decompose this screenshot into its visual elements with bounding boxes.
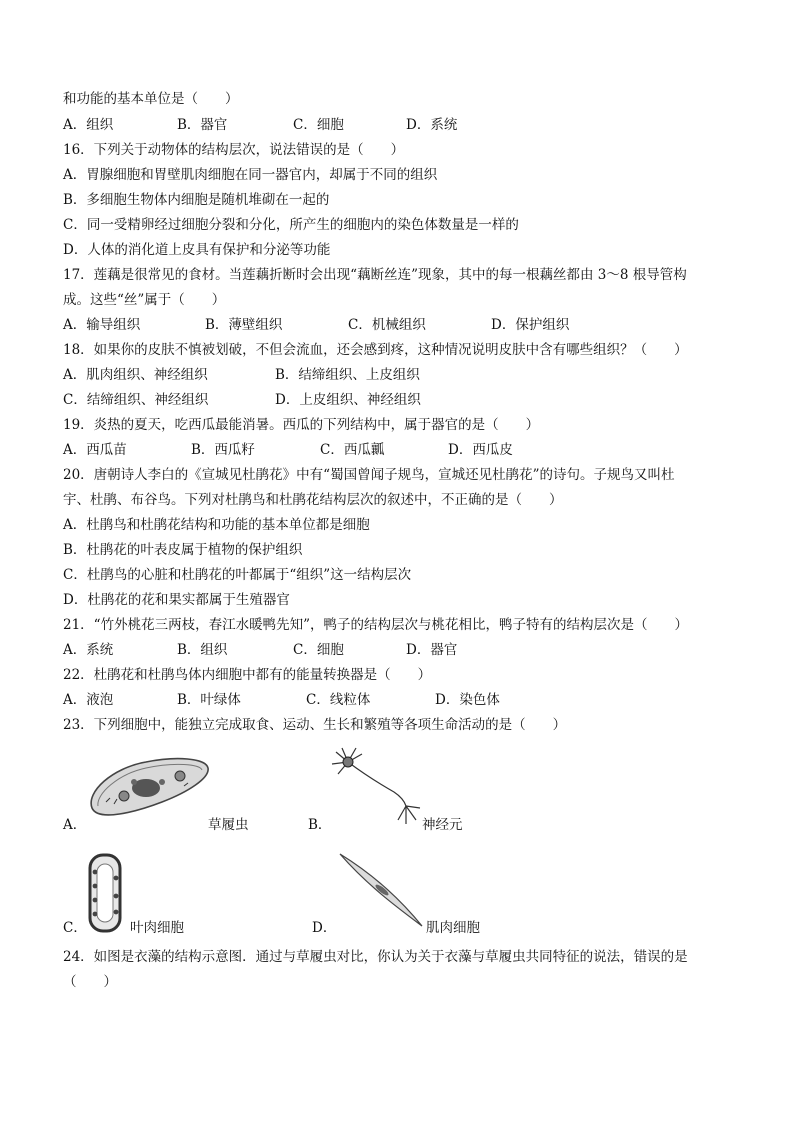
question-21: 21．“竹外桃花三两枝，春江水暖鸭先知”，鸭子的结构层次与桃花相比，鸭子特有的结构层次是（ ） [63, 617, 688, 633]
q16-option-b: B．多细胞生物体内细胞是随机堆砌在一起的 [63, 192, 330, 208]
q18-option-c: C．结缔组织、神经组织 [63, 392, 209, 408]
q22-option-a: A．液泡 [63, 692, 114, 708]
q23-letter-d: D． [312, 920, 337, 936]
q23-caption-b: 神经元 [422, 817, 463, 833]
q21-option-d: D．器官 [406, 642, 458, 658]
q21-option-b: B．组织 [177, 642, 228, 658]
q17-option-b: B．薄壁组织 [205, 317, 283, 333]
question-24-line2: （ ） [63, 974, 117, 990]
question-18: 18．如果你的皮肤不慎被划破，不但会流血，还会感到疼，这种情况说明皮肤中含有哪些组织？（ ） [63, 342, 688, 358]
q23-caption-c: 叶肉细胞 [130, 920, 184, 936]
q16-option-c: C．同一受精卵经过细胞分裂和分化，所产生的细胞内的染色体数量是一样的 [63, 217, 519, 233]
q19-option-b: B．西瓜籽 [191, 442, 255, 458]
question-22: 22．杜鹃花和杜鹃鸟体内细胞中都有的能量转换器是（ ） [63, 667, 432, 683]
q21-option-a: A．系统 [63, 642, 114, 658]
question-16: 16．下列关于动物体的结构层次，说法错误的是（ ） [63, 142, 405, 158]
question-24-line1: 24．如图是衣藻的结构示意图．通过与草履虫对比，你认为关于衣藻与草履虫共同特征的说法，错误的是 [63, 949, 688, 965]
q16-option-a: A．胃腺细胞和胃壁肌肉细胞在同一器官内，却属于不同的组织 [63, 167, 438, 183]
question-17-line1: 17．莲藕是很常见的食材。当莲藕折断时会出现“藕断丝连”现象，其中的每一根藕丝都由 3～8 根导管构 [63, 267, 687, 283]
q22-option-c: C．线粒体 [306, 692, 371, 708]
neuron-icon [328, 744, 428, 830]
q23-letter-a: A． [63, 817, 87, 833]
question-20-line2: 宇、杜鹃、布谷鸟。下列对杜鹃鸟和杜鹃花结构层次的叙述中，不正确的是（ ） [63, 492, 563, 508]
q18-option-a: A．肌肉组织、神经组织 [63, 367, 208, 383]
paramecium-icon [84, 752, 214, 820]
q23-caption-a: 草履虫 [208, 817, 249, 833]
q18-option-b: B．结缔组织、上皮组织 [275, 367, 420, 383]
question-19: 19．炎热的夏天，吃西瓜最能消暑。西瓜的下列结构中，属于器官的是（ ） [63, 417, 540, 433]
q23-letter-c: C． [63, 920, 87, 936]
question-20-line1: 20．唐朝诗人李白的《宣城见杜鹃花》中有“蜀国曾闻子规鸟，宣城还见杜鹃花”的诗句。子规鸟又叫杜 [63, 467, 675, 483]
q16-option-d: D．人体的消化道上皮具有保护和分泌等功能 [63, 242, 331, 258]
q19-option-d: D．西瓜皮 [448, 442, 513, 458]
q22-option-b: B．叶绿体 [177, 692, 241, 708]
leaf-cell-icon [86, 852, 126, 934]
q15-option-c: C．细胞 [293, 117, 344, 133]
q15-option-a: A．组织 [63, 117, 114, 133]
question-15-continuation: 和功能的基本单位是（ ） [63, 91, 239, 107]
q22-option-d: D．染色体 [435, 692, 500, 708]
q19-option-a: A．西瓜苗 [63, 442, 127, 458]
question-23: 23．下列细胞中，能独立完成取食、运动、生长和繁殖等各项生命活动的是（ ） [63, 717, 567, 733]
q23-caption-d: 肌肉细胞 [426, 920, 480, 936]
q20-option-c: C．杜鹃鸟的心脏和杜鹃花的叶都属于“组织”这一结构层次 [63, 567, 412, 583]
q20-option-b: B．杜鹃花的叶表皮属于植物的保护组织 [63, 542, 303, 558]
q20-option-a: A．杜鹃鸟和杜鹃花结构和功能的基本单位都是细胞 [63, 517, 370, 533]
q18-option-d: D．上皮组织、神经组织 [275, 392, 421, 408]
q23-letter-b: B． [308, 817, 332, 833]
question-17-line2: 成。这些“丝”属于（ ） [63, 292, 226, 308]
q21-option-c: C．细胞 [293, 642, 344, 658]
muscle-cell-icon [336, 850, 426, 930]
q17-option-d: D．保护组织 [491, 317, 570, 333]
q20-option-d: D．杜鹃花的花和果实都属于生殖器官 [63, 592, 290, 608]
q15-option-d: D．系统 [406, 117, 458, 133]
q17-option-c: C．机械组织 [348, 317, 426, 333]
q17-option-a: A．输导组织 [63, 317, 141, 333]
q15-option-b: B．器官 [177, 117, 228, 133]
q19-option-c: C．西瓜瓤 [320, 442, 385, 458]
